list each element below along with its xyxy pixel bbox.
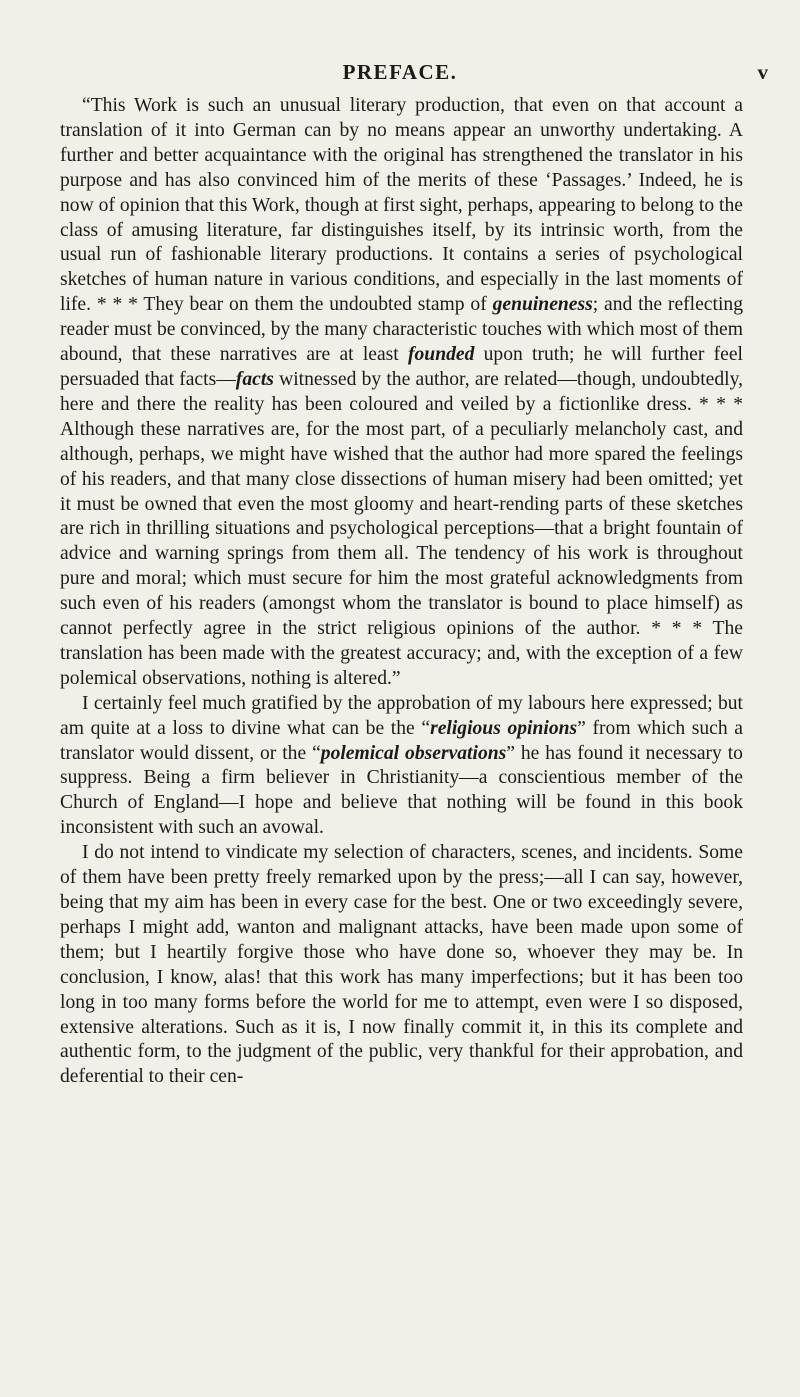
text-run: I certainly feel much gratified by the approbation of my labours here expressed; but am quite at a loss to divine what can be the “ [60,692,743,739]
italic-text: religious opinions [430,717,578,739]
text-run: ; and the reflecting reader must be convinced, by the many characteristic touches with which most of them abound, that these narratives are at least [60,294,743,366]
text-run: “This Work is such an unusual literary production, that even on that account a translation of it into German can by no means appear an unworthy undertaking. A further and better acquaintance with the original has strengthened the translator in his purpose and has also convinced him of the merits of these ‘Passages.’ Indeed, he is now of opinion that this Work, though at first sight, perhaps, appearing to belong to the class of amusing literature, far distinguishes itself, by its intrinsic worth, from the usual run of fashionable literary productions. It contains a series of psychological sketches of human nature in various conditions, and especially in the last moments of life. * * * They bear on them the undoubted stamp of [60,95,743,316]
italic-text: polemical observations [320,742,507,764]
text-run: upon truth; he will further feel persuaded that facts— [60,344,743,390]
paragraph [60,841,743,1090]
text-run: ” from which such a translator would dissent, or the “ [60,717,743,764]
italic-text: facts [235,368,274,390]
text-run: ” he has found it necessary to suppress. Being a firm believer in Christianity—a conscientious member of the Church of England—I hope and believe that nothing will be found in this book inconsistent with such an avowal. [60,742,743,839]
paragraph [60,94,743,692]
page-number: v [757,60,768,84]
text-run: I do not intend to vindicate my selection of characters, scenes, and incidents. Some of them have been pretty freely remarked upon by the press;—all I can say, however, being that my aim has been in every case for the best. One or two exceedingly severe, perhaps I might add, wanton and malignant attacks, have been made upon some of them; but I heartily forgive those who have done so, whoever they may be. In conclusion, I know, alas! that this work has many imperfections; but it has been too long in too many forms before the world for me to attempt, even were I so disposed, extensive alterations. Such as it is, I now finally commit it, in this its complete and authentic form, to the judgment of the public, very thankful for their approbation, and deferential to their cen- [60,842,743,1088]
italic-text: founded [407,344,475,366]
italic-text: genuineness [492,294,593,316]
body-text [60,94,743,1090]
text-run: witnessed by the author, are related—though, undoubtedly, here and there the reality has been coloured and veiled by a fictionlike dress. * * * Although these narratives are, for the most part, of a peculiarly melancholy cast, and although, perhaps, we might have wished that the author had more spared the feelings of his readers, and that many close dissections of human misery had been omitted; yet it must be owned that even the most gloomy and heart-rending parts of these sketches are rich in thrilling situations and psychological perceptions—that a bright fountain of advice and warning springs from them all. The tendency of his work is throughout pure and moral; which must secure for him the most grateful acknowledgments from such even of his readers (amongst whom the translator is bound to place himself) as cannot perfectly agree in the strict religious opinions of the author. * * * The translation has been made with the greatest accuracy; and, with the exception of a few polemical observations, nothing is altered.” [60,368,743,689]
paragraph [60,692,743,841]
page-header [60,60,768,90]
running-head: PREFACE. [342,60,458,84]
